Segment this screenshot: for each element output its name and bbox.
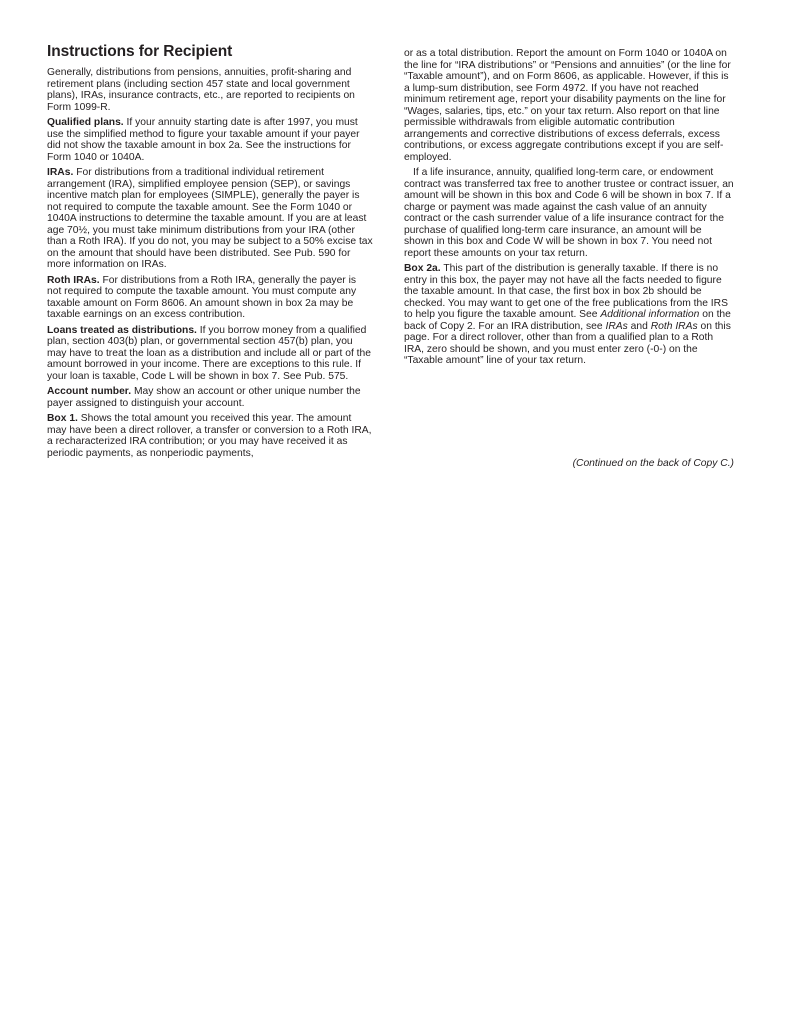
iras-heading: IRAs.: [47, 167, 74, 178]
box2a-heading: Box 2a.: [404, 263, 441, 274]
roth-iras-heading: Roth IRAs.: [47, 274, 100, 286]
intro-text: Generally, distributions from pensions, annuities, profit-sharing and retirement plans (including section 457 state and local government plans), IRAs, insurance contracts, etc., are reported to recipients on Form 1099-R.: [47, 67, 355, 113]
account-number-text: May show an account or other unique number the payer assigned to distinguish your account.: [47, 386, 361, 409]
continued-note: (Continued on the back of Copy C.): [572, 458, 734, 469]
loans-paragraph: [47, 325, 373, 383]
account-number-heading: Account number.: [47, 386, 132, 397]
loans-heading: Loans treated as distributions.: [47, 324, 197, 336]
box1-continued-paragraph: [404, 48, 734, 163]
roth-iras-paragraph: [47, 275, 373, 321]
box1-paragraph: [47, 413, 373, 459]
qualified-plans-heading: Qualified plans.: [47, 117, 124, 128]
life-insurance-text: If a life insurance, annuity, qualified long-term care, or endowment contract was transferred tax free to another trustee or contract issuer, an amount will be shown in this box and Code 6 will be shown in box 7. If a charge or payment was made against the cash value of an annuity contract or the cash surrender value of a life insurance contract for the purchase of qualified long-term care insurance, an amount will be shown in this box and Code W will be shown in box 7. You need not report these amounts on your tax return.: [404, 167, 734, 259]
roth-iras-text: For distributions from a Roth IRA, generally the payer is not required to compute the taxable amount. You must compute any taxable amount on Form 8606. An amount shown in box 2a may be taxable earnings on an excess contribution.: [47, 274, 357, 320]
roth-iras-ref: Roth IRAs: [650, 320, 698, 332]
qualified-plans-paragraph: [47, 117, 373, 163]
intro-paragraph: [47, 67, 373, 113]
box1-continued-text: or as a total distribution. Report the amount on Form 1040 or 1040A on the line for “IRA distributions” or “Pensions and annuities” (or the line for “Taxable amount”), and on Form 8606, as applicable. However, if this is a lump-sum distribution, see Form 4972. If you have not reached minimum retirement age, report your disability payments on the line for “Wages, salaries, tips, etc.” on your tax return. Also report on that line permissible withdrawals from eligible automatic contribution arrangements and corrective distributions of excess deferrals, excess contributions, or excess aggregate contributions except if you are self-employed.: [404, 48, 731, 163]
box2a-paragraph: [404, 263, 734, 367]
box2a-text-1: This part of the distribution is generally taxable. If there is no entry in this box, the payer may not have all the facts needed to figure the taxable amount. In that case, the first box in box 2b should be checked. You may want to get one of the free publications from the IRS to help you figure the taxable amount. See: [404, 263, 728, 320]
page-title: Instructions for Recipient: [47, 43, 233, 60]
iras-ref: IRAs: [605, 320, 628, 332]
box2a-text-3: and: [627, 320, 651, 332]
iras-text: For distributions from a traditional individual retirement arrangement (IRA), simplified employee pension (SEP), or savings incentive match plan for employees (SIMPLE), generally the payer is not required to compute the taxable amount. See the Form 1040 or 1040A instructions to determine the taxable amount. If you are at least age 70½, you must take minimum distributions from your IRA (other than a Roth IRA). If you do not, you may be subject to a 50% excise tax on the amount that should have been distributed. See Pub. 590 for more information on IRAs.: [47, 167, 373, 270]
loans-text: If you borrow money from a qualified plan, section 403(b) plan, or governmental section 457(b) plan, you may have to treat the loan as a distribution and include all or part of the amount borrowed in your income. There are exceptions to this rule. If your loan is taxable, Code L will be shown in box 7. See Pub. 575.: [47, 324, 371, 382]
box1-text: Shows the total amount you received this year. The amount may have been a direct rollover, a transfer or conversion to a Roth IRA, a recharacterized IRA contribution; or you may have received it as periodic payments, as nonperiodic payments,: [47, 413, 372, 459]
qualified-plans-text: If your annuity starting date is after 1997, you must use the simplified method to figure your taxable amount if your payer did not show the taxable amount in box 2a. See the instructions for Form 1040 or 1040A.: [47, 117, 360, 163]
right-column: [404, 48, 734, 371]
iras-paragraph: [47, 167, 373, 271]
box2a-text-2: on the back of Copy 2. For an IRA distribution, see: [404, 309, 731, 332]
account-number-paragraph: [47, 386, 373, 409]
box2a-text-4: on this page. For a direct rollover, other than from a qualified plan to a Roth IRA, zero should be shown, and you must enter zero (-0-) on the “Taxable amount” line of your tax return.: [404, 320, 731, 366]
life-insurance-paragraph: [404, 167, 734, 259]
additional-information-ref: Additional information: [600, 309, 700, 320]
left-column: [47, 42, 373, 463]
box1-heading: Box 1.: [47, 413, 78, 424]
